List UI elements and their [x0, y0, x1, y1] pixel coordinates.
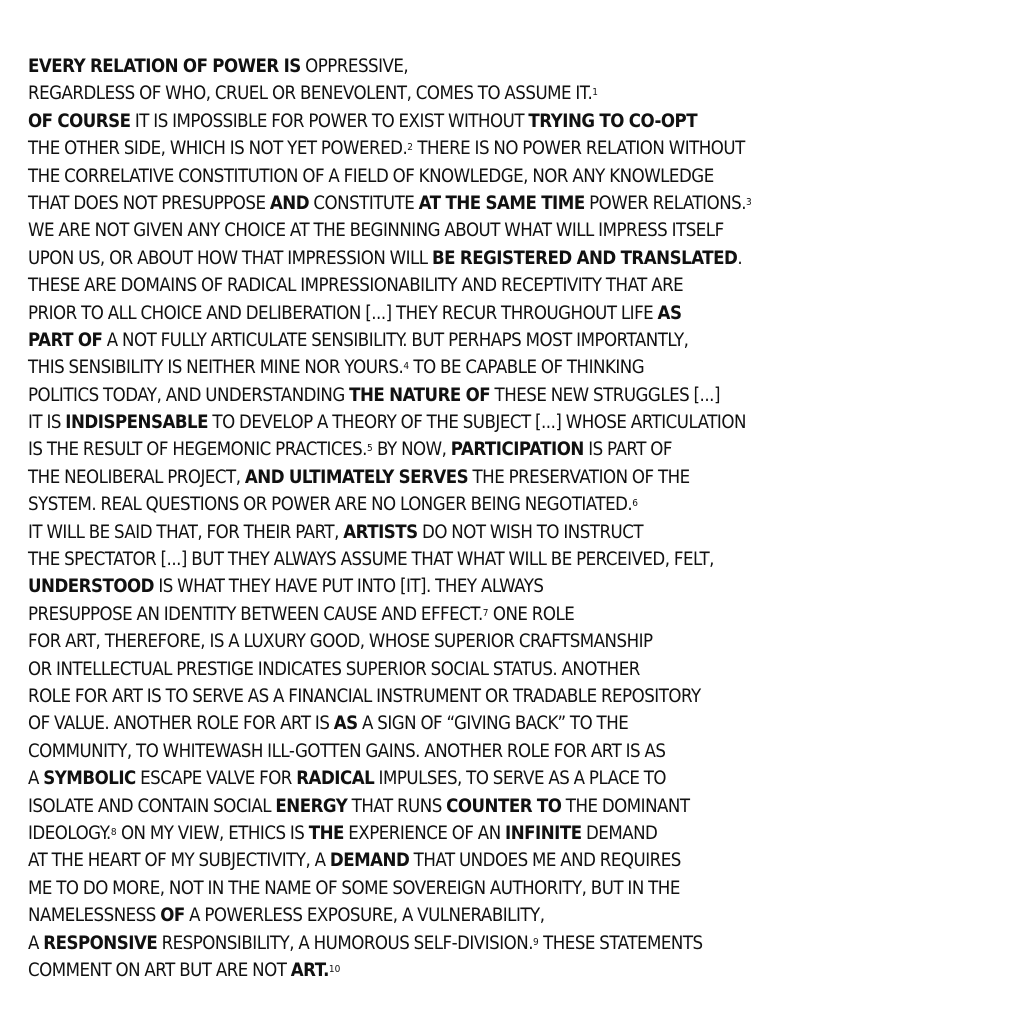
text-segment: DEMAND — [581, 822, 658, 844]
text-line — [28, 272, 910, 299]
bold-phrase: SYMBOLIC — [43, 768, 136, 790]
text-line — [28, 491, 910, 518]
text-segment: UPON US, OR ABOUT HOW THAT IMPRESSION WILL — [28, 247, 432, 269]
text-line — [28, 601, 910, 628]
bold-phrase: THE — [308, 822, 344, 844]
bold-phrase: UNDERSTOOD — [28, 576, 154, 598]
text-segment: IMPULSES, TO SERVE AS A PLACE TO — [374, 768, 667, 790]
text-segment: IT IS — [28, 412, 66, 434]
bold-phrase: EVERY RELATION OF POWER IS — [28, 56, 301, 77]
text-segment: RESPONSIBILITY, A HUMOROUS SELF-DIVISION. — [157, 932, 534, 954]
text-segment: A SIGN OF “GIVING BACK” TO THE — [357, 713, 629, 735]
text-line — [28, 573, 910, 600]
text-segment: ROLE FOR ART IS TO SERVE AS A FINANCIAL INSTRUMENT OR TRADABLE REPOSITORY — [28, 685, 701, 707]
text-line — [28, 902, 910, 929]
text-segment: THAT UNDOES ME AND REQUIRES — [409, 850, 681, 872]
text-segment: IS PART OF — [583, 439, 672, 461]
text-line — [28, 957, 910, 984]
text-segment: ON MY VIEW, ETHICS IS — [116, 822, 309, 844]
text-line — [28, 53, 910, 80]
text-segment: THAT RUNS — [347, 795, 447, 817]
text-segment: THE NEOLIBERAL PROJECT, — [28, 466, 245, 488]
text-segment: CONSTITUTE — [309, 192, 419, 214]
text-segment: AT THE HEART OF MY SUBJECTIVITY, A — [28, 850, 330, 872]
text-segment: A — [28, 932, 44, 954]
footnote-marker: 2 — [407, 142, 414, 154]
footnote-marker: 6 — [632, 498, 638, 510]
bold-phrase: RESPONSIVE — [43, 932, 158, 954]
text-line — [28, 710, 910, 737]
text-line — [28, 546, 910, 573]
text-line — [28, 217, 910, 244]
text-segment: ONE ROLE — [488, 603, 575, 625]
footnote-marker: 7 — [482, 607, 489, 619]
text-line — [28, 80, 910, 107]
text-segment: THESE NEW STRUGGLES [...] — [490, 384, 720, 406]
text-line — [28, 519, 910, 546]
text-segment: SYSTEM. REAL QUESTIONS OR POWER ARE NO LONGER BEING NEGOTIATED. — [28, 494, 633, 516]
text-line — [28, 300, 910, 327]
text-line — [28, 163, 910, 190]
text-line — [28, 464, 910, 491]
text-segment: OR INTELLECTUAL PRESTIGE INDICATES SUPERIOR SOCIAL STATUS. ANOTHER — [28, 658, 640, 680]
text-line — [28, 793, 910, 820]
text-line — [28, 409, 910, 436]
text-segment: WE ARE NOT GIVEN ANY CHOICE AT THE BEGINNING ABOUT WHAT WILL IMPRESS ITSELF — [28, 220, 724, 242]
text-segment: THERE IS NO POWER RELATION WITHOUT — [413, 138, 745, 160]
text-segment: EXPERIENCE OF AN — [343, 822, 506, 844]
text-segment: ME TO DO MORE, NOT IN THE NAME OF SOME SOVEREIGN AUTHORITY, BUT IN THE — [28, 877, 680, 899]
text-segment: A NOT FULLY ARTICULATE SENSIBILITY. BUT PERHAPS MOST IMPORTANTLY, — [102, 329, 689, 351]
text-segment: COMMUNITY, TO WHITEWASH ILL-GOTTEN GAINS. ANOTHER ROLE FOR ART IS AS — [28, 740, 666, 762]
text-segment: THE PRESERVATION OF THE — [468, 466, 690, 488]
footnote-marker: 10 — [328, 963, 341, 975]
text-segment: THAT DOES NOT PRESUPPOSE — [28, 192, 270, 214]
bold-phrase: AS — [657, 302, 682, 324]
bold-phrase: AND — [269, 192, 310, 214]
text-segment: TO DEVELOP A THEORY OF THE SUBJECT [...] WHOSE ARTICULATION — [208, 412, 746, 434]
text-line — [28, 135, 910, 162]
bold-phrase: ARTISTS — [343, 521, 418, 543]
text-line — [28, 820, 910, 847]
text-segment: THIS SENSIBILITY IS NEITHER MINE NOR YOURS. — [28, 357, 404, 379]
bold-phrase: OF — [160, 905, 185, 927]
bold-phrase: INFINITE — [505, 822, 582, 844]
text-segment: ESCAPE VALVE FOR — [135, 768, 297, 790]
text-segment: THE OTHER SIDE, WHICH IS NOT YET POWERED. — [28, 138, 408, 160]
bold-phrase: TRYING TO CO-OPT — [528, 110, 698, 132]
text-line — [28, 738, 910, 765]
bold-phrase: OF COURSE — [28, 110, 131, 132]
text-segment: OPPRESSIVE, — [300, 56, 409, 77]
document-text-block — [28, 53, 910, 984]
text-segment: IT IS IMPOSSIBLE FOR POWER TO EXIST WITHOUT — [130, 110, 529, 132]
bold-phrase: ART. — [290, 959, 329, 981]
text-segment: THE DOMINANT — [561, 795, 690, 817]
text-segment: IT WILL BE SAID THAT, FOR THEIR PART, — [28, 521, 344, 543]
bold-phrase: AT THE SAME TIME — [418, 192, 585, 214]
text-segment: THE SPECTATOR [...] BUT THEY ALWAYS ASSUME THAT WHAT WILL BE PERCEIVED, FELT, — [28, 549, 714, 571]
text-segment: PRESUPPOSE AN IDENTITY BETWEEN CAUSE AND EFFECT. — [28, 603, 483, 625]
text-segment: . — [737, 247, 743, 269]
footnote-marker: 4 — [403, 361, 410, 373]
bold-phrase: PART OF — [28, 329, 103, 351]
text-segment: ISOLATE AND CONTAIN SOCIAL — [28, 795, 276, 817]
footnote-marker: 1 — [592, 87, 599, 99]
footnote-marker: 8 — [110, 826, 117, 838]
text-line — [28, 108, 910, 135]
text-line — [28, 382, 910, 409]
text-line — [28, 628, 910, 655]
text-segment: IS WHAT THEY HAVE PUT INTO [IT]. THEY ALWAYS — [154, 576, 544, 598]
text-segment: IS THE RESULT OF HEGEMONIC PRACTICES. — [28, 439, 367, 461]
text-segment: THESE ARE DOMAINS OF RADICAL IMPRESSIONABILITY AND RECEPTIVITY THAT ARE — [28, 275, 684, 297]
text-segment: IDEOLOGY. — [28, 822, 111, 844]
footnote-marker: 5 — [366, 443, 373, 455]
bold-phrase: AS — [333, 713, 358, 735]
text-segment: A — [28, 768, 44, 790]
bold-phrase: DEMAND — [329, 850, 410, 872]
bold-phrase: RADICAL — [296, 768, 375, 790]
text-segment: POWER RELATIONS. — [584, 192, 747, 214]
text-line — [28, 354, 910, 381]
footnote-marker: 9 — [533, 936, 539, 948]
text-segment: OF VALUE. ANOTHER ROLE FOR ART IS — [28, 713, 334, 735]
text-line — [28, 656, 910, 683]
text-line — [28, 190, 910, 217]
text-segment: TO BE CAPABLE OF THINKING — [409, 357, 645, 379]
text-line — [28, 765, 910, 792]
text-segment: A POWERLESS EXPOSURE, A VULNERABILITY, — [184, 905, 545, 927]
bold-phrase: PARTICIPATION — [450, 439, 584, 461]
bold-phrase: ENERGY — [275, 795, 348, 817]
text-segment: DO NOT WISH TO INSTRUCT — [417, 521, 644, 543]
text-line — [28, 930, 910, 957]
bold-phrase: AND ULTIMATELY SERVES — [244, 466, 469, 488]
text-segment: THE CORRELATIVE CONSTITUTION OF A FIELD OF KNOWLEDGE, NOR ANY KNOWLEDGE — [28, 165, 714, 187]
footnote-marker: 3 — [746, 196, 752, 208]
text-segment: FOR ART, THEREFORE, IS A LUXURY GOOD, WHOSE SUPERIOR CRAFTSMANSHIP — [28, 631, 653, 653]
bold-phrase: THE NATURE OF — [349, 384, 491, 406]
bold-phrase: COUNTER TO — [446, 795, 562, 817]
text-line — [28, 875, 910, 902]
text-segment: NAMELESSNESS — [28, 905, 161, 927]
text-segment: THESE STATEMENTS — [538, 932, 703, 954]
text-line — [28, 436, 910, 463]
text-segment: COMMENT ON ART BUT ARE NOT — [28, 959, 291, 981]
bold-phrase: INDISPENSABLE — [65, 412, 209, 434]
text-segment: POLITICS TODAY, AND UNDERSTANDING — [28, 384, 350, 406]
bold-phrase: BE REGISTERED AND TRANSLATED — [431, 247, 738, 269]
text-segment: REGARDLESS OF WHO, CRUEL OR BENEVOLENT, COMES TO ASSUME IT. — [28, 83, 593, 105]
text-line — [28, 327, 910, 354]
text-line — [28, 683, 910, 710]
text-segment: BY NOW, — [372, 439, 451, 461]
text-line — [28, 245, 910, 272]
text-line — [28, 847, 910, 874]
text-segment: PRIOR TO ALL CHOICE AND DELIBERATION [...] THEY RECUR THROUGHOUT LIFE — [28, 302, 658, 324]
